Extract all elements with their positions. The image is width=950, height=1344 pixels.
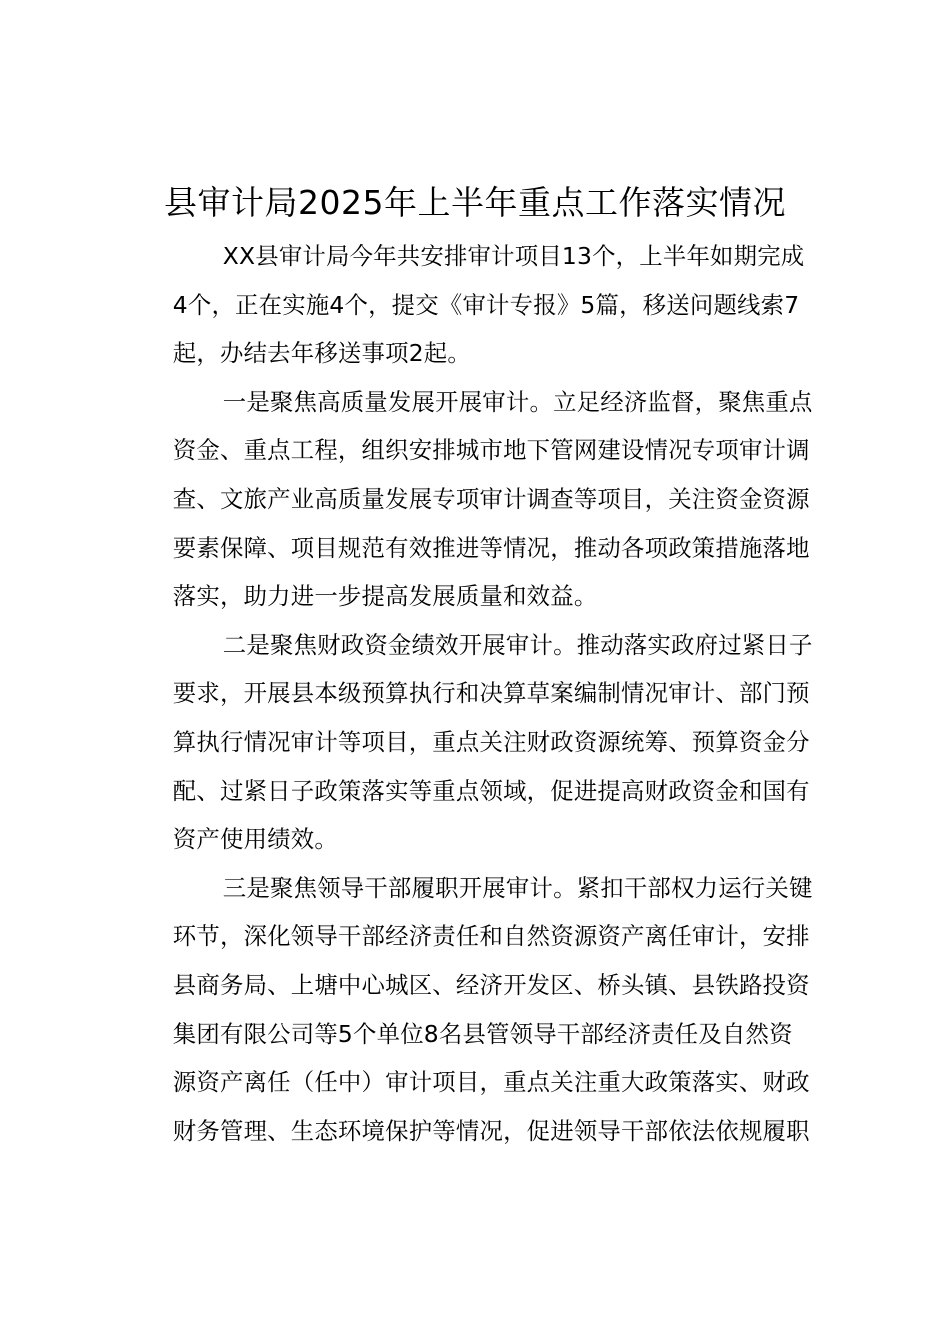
text-line: 集团有限公司等5个单位8名县管领导干部经济责任及自然资 [172, 1019, 793, 1048]
text-line: 县商务局、上塘中心城区、经济开发区、桥头镇、县铁路投资 [172, 970, 810, 999]
text-line: 4个，正在实施4个，提交《审计专报》5篇，移送问题线索7 [172, 290, 800, 319]
paragraph-point-one [126, 378, 836, 621]
paragraph-point-two [126, 621, 836, 864]
text-line: 资金、重点工程，组织安排城市地下管网建设情况专项审计调 [172, 436, 810, 465]
paragraph-point-three [126, 864, 836, 1156]
text-line: 查、文旅产业高质量发展专项审计调查等项目，关注资金资源 [172, 484, 810, 513]
text-line: 起，办结去年移送事项2起。 [172, 339, 471, 368]
text-line: 要素保障、项目规范有效推进等情况，推动各项政策措施落地 [172, 533, 810, 562]
paragraph-summary [126, 232, 836, 378]
text-line: 落实，助力进一步提高发展质量和效益。 [172, 582, 598, 611]
text-line: XX县审计局今年共安排审计项目13个，上半年如期完成 [222, 242, 805, 270]
text-line: 三是聚焦领导干部履职开展审计。紧扣干部权力运行关键 [222, 873, 813, 902]
text-line: 要求，开展县本级预算执行和决算草案编制情况审计、部门预 [172, 679, 810, 708]
document-body [126, 232, 836, 1155]
text-line: 资产使用绩效。 [172, 825, 338, 854]
document-title: 县审计局2025年上半年重点工作落实情况 [164, 183, 786, 222]
text-line: 环节，深化领导干部经济责任和自然资源资产离任审计，安排 [172, 922, 810, 951]
text-line: 配、过紧日子政策落实等重点领域，促进提高财政资金和国有 [172, 776, 810, 805]
text-line: 源资产离任（任中）审计项目，重点关注重大政策落实、财政 [172, 1068, 810, 1097]
text-line: 一是聚焦高质量发展开展审计。立足经济监督，聚焦重点 [222, 387, 813, 416]
text-line: 算执行情况审计等项目，重点关注财政资源统筹、预算资金分 [172, 727, 810, 756]
text-line: 二是聚焦财政资金绩效开展审计。推动落实政府过紧日子 [222, 630, 813, 659]
text-line: 财务管理、生态环境保护等情况，促进领导干部依法依规履职 [172, 1116, 810, 1145]
